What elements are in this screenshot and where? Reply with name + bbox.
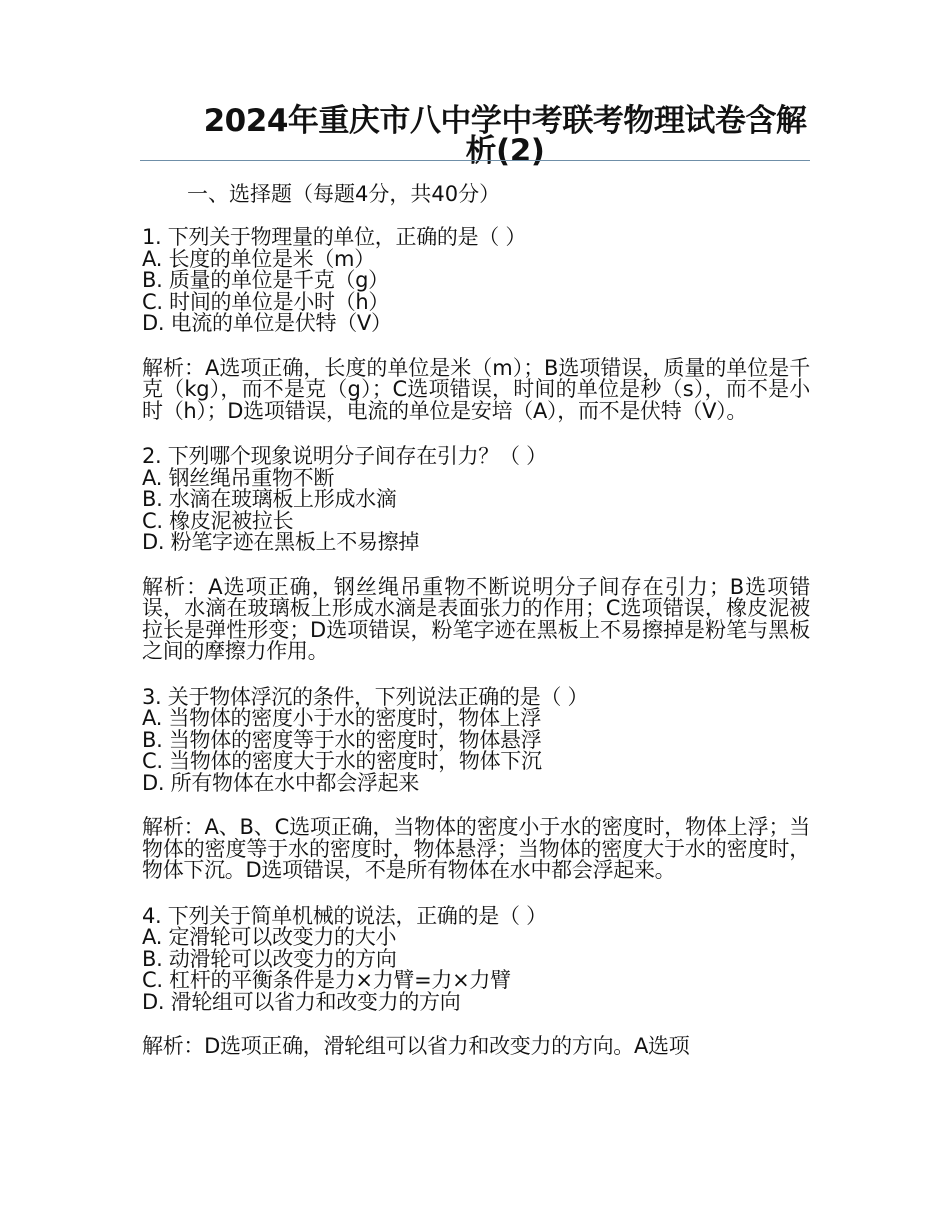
option-a: A. 长度的单位是米（m） [142, 246, 375, 271]
option-b: B. 质量的单位是千克（g） [142, 268, 389, 292]
document-title: 2024年重庆市八中学中考联考物理试卷含解析(2) [203, 103, 807, 169]
question-stem: 4. 下列关于简单机械的说法，正确的是（ ） [142, 903, 547, 928]
option-c: C. 橡皮泥被拉长 [142, 508, 294, 533]
option-b: B. 动滑轮可以改变力的方向 [142, 946, 397, 971]
option-b: B. 当物体的密度等于水的密度时，物体悬浮 [142, 727, 542, 752]
question-list [142, 227, 810, 1058]
option-b: B. 水滴在玻璃板上形成水滴 [142, 487, 397, 511]
option-c: C. 当物体的密度大于水的密度时，物体下沉 [142, 749, 542, 773]
option-a: A. 钢丝绳吊重物不断 [142, 465, 335, 490]
option-c: C. 时间的单位是小时（h） [142, 289, 390, 314]
question-stem: 1. 下列关于物理量的单位，正确的是（ ） [142, 225, 527, 249]
question-stem: 2. 下列哪个现象说明分子间存在引力？（ ） [142, 444, 547, 468]
title-divider [140, 160, 810, 161]
analysis-2: 解析：A选项正确，钢丝绳吊重物不断说明分子间存在引力；B选项错误，水滴在玻璃板上形成水滴是表面张力的作用；C选项错误，橡皮泥被拉长是弹性形变；D选项错误，粉笔字迹在黑板上不易擦掉是粉笔与黑板之间的摩擦力作用。 [142, 574, 810, 663]
section-heading: 一、选择题（每题4分，共40分） [187, 182, 501, 206]
option-c: C. 杠杆的平衡条件是力×力臂=力×力臂 [142, 968, 511, 992]
analysis-3: 解析：A、B、C选项正确，当物体的密度小于水的密度时，物体上浮；当物体的密度等于水的密度时，物体悬浮；当物体的密度大于水的密度时，物体下沉。D选项错误，不是所有物体在水中都会浮起来。 [142, 815, 810, 882]
option-d: D. 所有物体在水中都会浮起来 [142, 770, 420, 795]
option-d: D. 粉笔字迹在黑板上不易擦掉 [142, 530, 420, 554]
analysis-4: 解析：D选项正确，滑轮组可以省力和改变力的方向。A选项 [142, 1034, 690, 1058]
question-1 [142, 227, 810, 335]
question-3 [142, 684, 810, 795]
question-stem: 3. 关于物体浮沉的条件，下列说法正确的是（ ） [142, 684, 589, 709]
option-a: A. 定滑轮可以改变力的大小 [142, 925, 397, 949]
analysis-1: 解析：A选项正确，长度的单位是米（m）；B选项错误，质量的单位是千克（kg），而不是克（g）；C选项错误，时间的单位是秒（s），而不是小时（h）；D选项错误，电流的单位是安培（A），而不是伏特（V）。 [142, 355, 810, 423]
option-a: A. 当物体的密度小于水的密度时，物体上浮 [142, 706, 542, 730]
option-d: D. 电流的单位是伏特（V） [142, 311, 392, 335]
question-4 [142, 903, 810, 1014]
option-d: D. 滑轮组可以省力和改变力的方向 [142, 989, 461, 1014]
question-2 [142, 446, 810, 554]
